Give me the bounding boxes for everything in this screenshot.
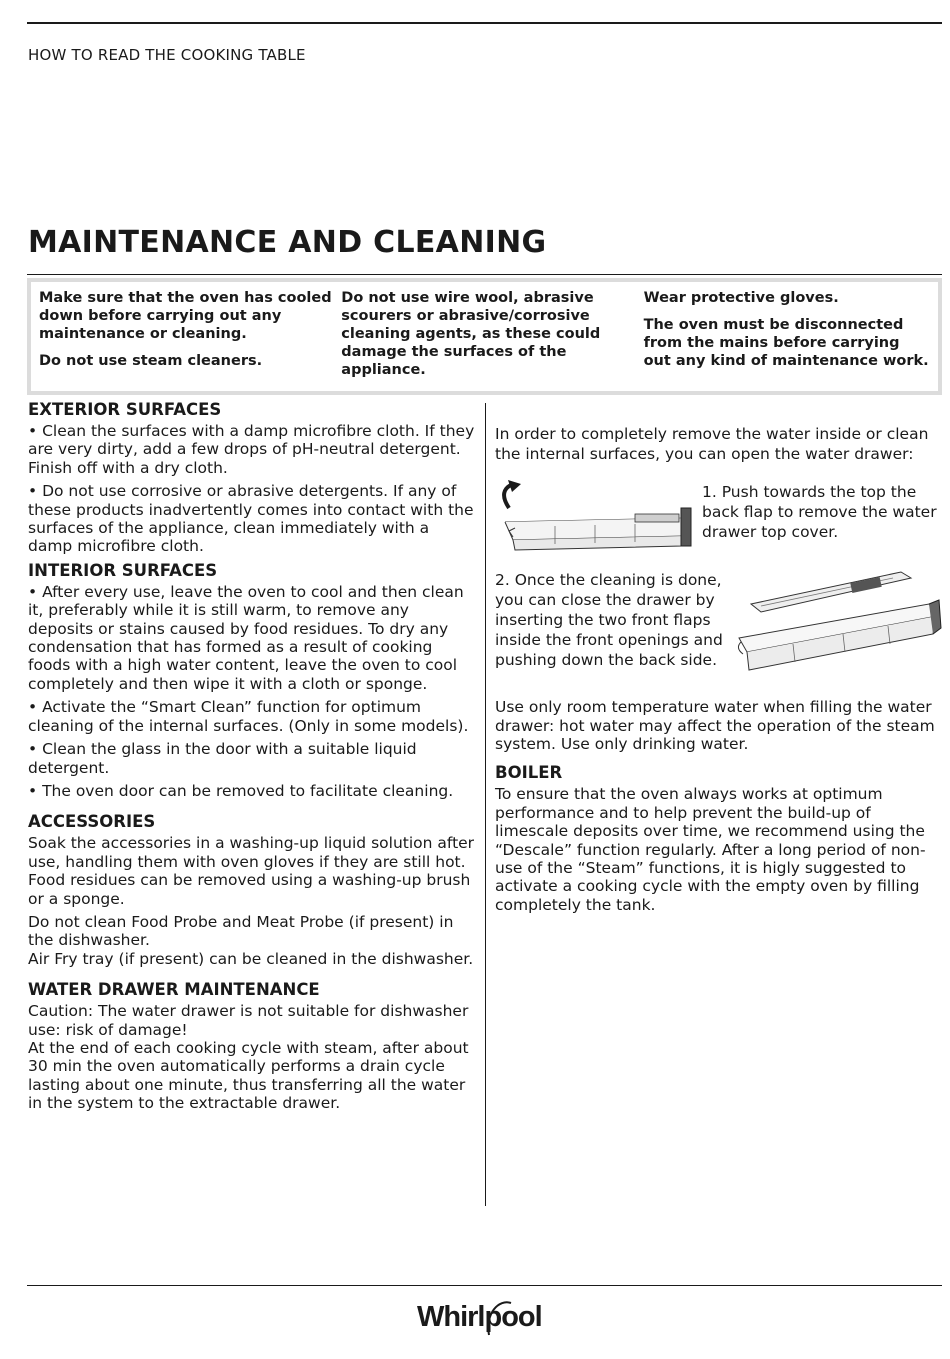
exterior-paragraph: • Clean the surfaces with a damp microfibre cloth. If they are very dirty, add a few drops of pH-neutral detergent. Finish off with a dry cloth. [28,422,475,477]
interior-paragraph: • After every use, leave the oven to cool and then clean it, preferably while it is still warm, to remove any deposits or stains caused by food residues. To dry any condensation that has formed as a result of cooking foods with a high water content, leave the oven to cool completely and then wipe it with a cloth or sponge. [28,582,464,693]
right-column [495,425,945,919]
water-drawer-paragraph: At the end of each cooking cycle with steam, after about 30 min the oven automatically performs a drain cycle lasting about one minute, thus transferring all the water in the system to the extractable drawer. [28,1038,469,1113]
warning-gloves: Wear protective gloves. [643,290,839,306]
drawer-step-1 [495,478,945,562]
warning-box-inner [31,282,938,391]
step-1-text: 1. Push towards the top the back flap to remove the water drawer top cover. [702,483,937,542]
running-title: HOW TO READ THE COOKING TABLE [28,46,306,64]
water-drawer-intro: In order to completely remove the water inside or clean the internal surfaces, you can open the water drawer: [495,425,929,463]
warning-no-abrasives: Do not use wire wool, abrasive scourers or abrasive/corrosive cleaning agents, as these could damage the surfaces of the appliance. [341,290,601,378]
warning-no-steam-cleaners: Do not use steam cleaners. [39,353,263,369]
drawer-cover-illustration [495,478,705,562]
step-2-text: 2. Once the cleaning is done, you can close the drawer by inserting the two front flaps inside the front openings and pushing down the back side. [495,571,723,670]
page-title: MAINTENANCE AND CLEANING [28,225,547,260]
title-rule [27,274,942,275]
interior-paragraph: • The oven door can be removed to facilitate cleaning. [28,781,454,800]
left-column [28,400,476,1118]
warning-disconnect: The oven must be disconnected from the mains before carrying out any kind of maintenance work. [643,317,929,369]
accessories-paragraph: Air Fry tray (if present) can be cleaned in the dishwasher. [28,949,474,968]
exterior-paragraph: • Do not use corrosive or abrasive detergents. If any of these products inadvertently comes into contact with the surfaces of the appliance, clean immediately with a damp microfibre cloth. [28,482,474,556]
drawer-step-2 [495,570,945,690]
water-drawer-paragraph: Caution: The water drawer is not suitable for dishwasher use: risk of damage! [28,1002,469,1039]
boiler-paragraph: To ensure that the oven always works at optimum performance and to help prevent the build-up of limescale deposits over time, we recommend using the “Descale” function regularly. After a long period of non-use of the “Steam” functions, it is higly suggested to activate a cooking cycle with the empty oven by filling completely the tank. [495,785,926,914]
interior-heading: INTERIOR SURFACES [28,560,218,580]
accessories-paragraph: Soak the accessories in a washing-up liquid solution after use, handling them with oven gloves if they are still hot. Food residues can be removed using a washing-up brush or a sponge. [28,834,475,908]
interior-paragraph: • Clean the glass in the door with a suitable liquid detergent. [28,740,417,777]
water-drawer-heading: WATER DRAWER MAINTENANCE [28,980,320,1000]
column-divider [485,403,486,1206]
warning-column-2 [341,289,643,391]
warning-box [27,278,942,395]
boiler-heading: BOILER [495,763,563,783]
accessories-heading: ACCESSORIES [28,812,156,832]
drawer-close-illustration [733,566,943,692]
top-rule [27,22,942,24]
exterior-heading: EXTERIOR SURFACES [28,400,222,419]
bottom-rule [27,1285,942,1286]
interior-paragraph: • Activate the “Smart Clean” function for optimum cleaning of the internal surfaces. (Only in some models). [28,698,469,735]
whirlpool-logo [415,1293,560,1339]
warning-cool-down: Make sure that the oven has cooled down before carrying out any maintenance or cleaning. [39,290,332,342]
svg-text:Whirlpool: Whirlpool [417,1301,542,1333]
warning-column-1 [39,289,341,391]
warning-column-3 [644,289,930,391]
accessories-paragraph: Do not clean Food Probe and Meat Probe (if present) in the dishwasher. [28,912,454,950]
water-temperature-note: Use only room temperature water when filling the water drawer: hot water may affect the operation of the steam system. Use only drinking water. [495,698,935,753]
